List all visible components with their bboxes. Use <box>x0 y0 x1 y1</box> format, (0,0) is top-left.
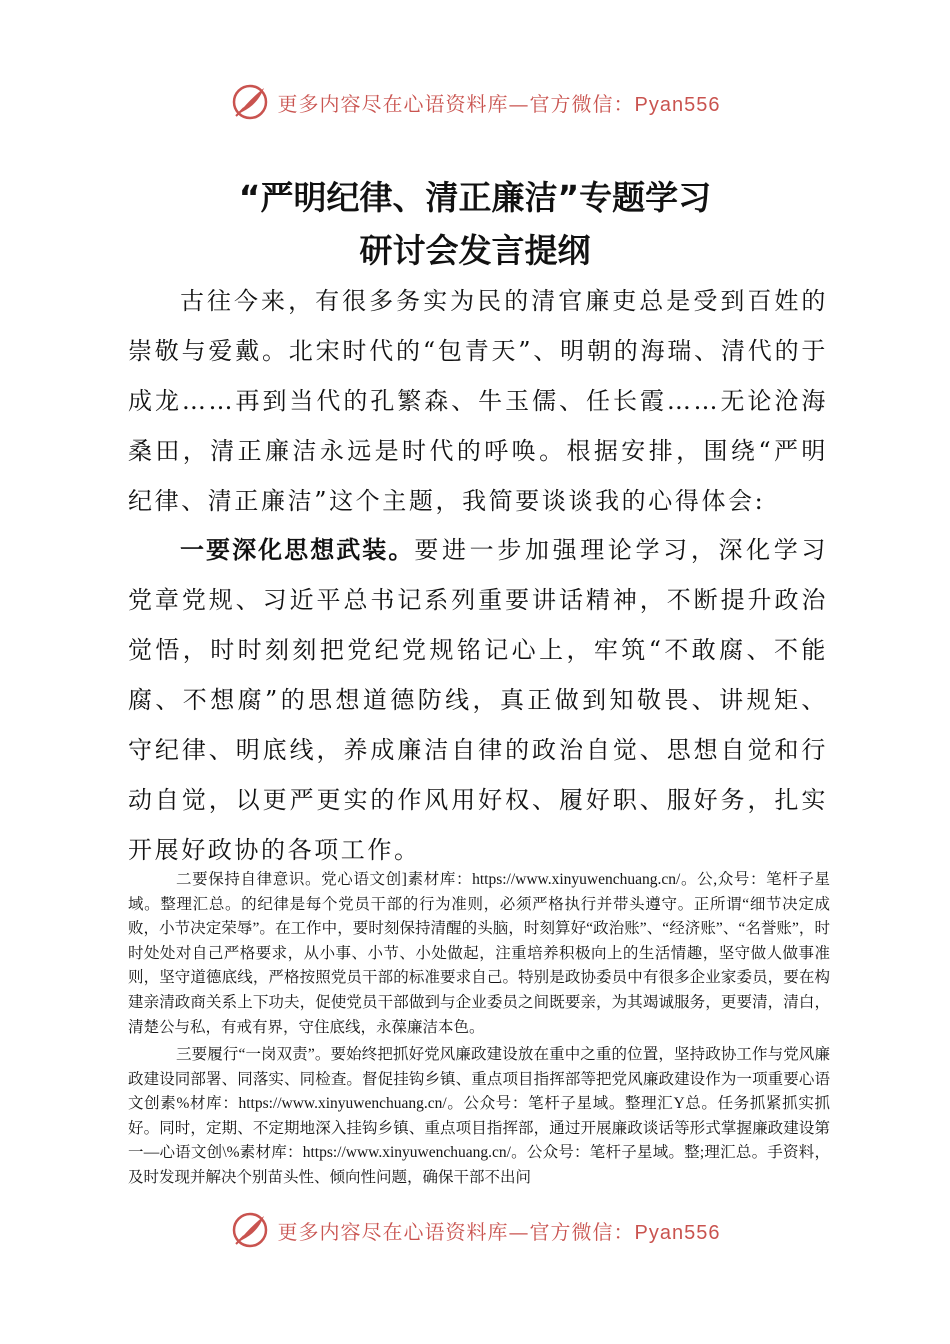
point1-paragraph <box>128 525 828 875</box>
point3-paragraph: 三要履行“一岗双责”。要始终把抓好党风廉政建设放在重中之重的位置，坚持政协工作与党风廉政建设同部署、同落实、同检查。督促挂钩乡镇、重点项目指挥部等把党风廉政建设作为一项重要心语文创素%材库：https://www.xinyuwenchuang.cn/。公众号：笔杆子星域。整理汇Y总。任务抓紧抓实抓好。同时，定期、不定期地深入挂钩乡镇、重点项目指挥部，通过开展廉政谈话等形式掌握廉政建设第一—心语文创\%素材库：https://www.xinyuwenchuang.cn/。公众号：笔杆子星域。整;理汇总。手资料，及时发现并解决个别苗头性、倾向性问题，确保干部不出问 <box>128 1046 830 1186</box>
intro-paragraph: 古往今来，有很多务实为民的清官廉吏总是受到百姓的崇敬与爱戴。北宋时代的“包青天”、明朝的海瑞、清代的于成龙……再到当代的孔繁森、牛玉儒、任长霞……无论沧海桑田，清正廉洁永远是时代的呼唤。根据安排，围绕“严明纪律、清正廉洁”这个主题，我简要谈谈我的心得体会: <box>128 287 828 515</box>
header-watermark-banner <box>0 80 950 124</box>
document-title-line1: “严明纪律、清正廉洁”专题学习 <box>238 178 712 217</box>
banner-text: 更多内容尽在心语资料库—官方微信：Pyan556 <box>277 91 721 116</box>
document-title-line2: 研讨会发言提纲 <box>359 231 591 270</box>
banner-text: 更多内容尽在心语资料库—官方微信：Pyan556 <box>277 1219 721 1244</box>
point1-heading: 一要深化思想武装。 <box>180 536 415 564</box>
feather-pen-logo-icon <box>230 82 270 122</box>
point2-paragraph: 二要保持自律意识。党心语文创]素材库：https://www.xinyuwenchuang.cn/。公,众号：笔杆子星域。整理汇总。的纪律是每个党员干部的行为准则，必须严格执行并带头遵守。正所谓“细节决定成败，小节决定荣辱”。在工作中，要时刻保持清醒的头脑，时刻算好“政治账”、“经济账”、“名誉账”，时时处处对自己严格要求，从小事、小节、小处做起，注重培养积极向上的生活情趣，坚守做人做事准则，坚守道德底线，严格按照党员干部的标准要求自己。特别是政协委员中有很多企业家委员，要在构建亲清政商关系上下功夫，促使党员干部做到与企业委员之间既要亲，为其竭诚服务，更要清，清白，清楚公与私，有戒有界，守住底线，永葆廉洁本色。 <box>128 871 830 1036</box>
footer-watermark-banner <box>0 1208 950 1252</box>
feather-pen-logo-icon <box>230 1210 270 1250</box>
point1-text: 要进一步加强理论学习，深化学习党章党规、习近平总书记系列重要讲话精神，不断提升政治觉悟，时时刻刻把党纪党规铭记心上，牢筑“不敢腐、不能腐、不想腐”的思想道德防线，真正做到知敬畏、讲规矩、守纪律、明底线，养成廉洁自律的政治自觉、思想自觉和行动自觉，以更严更实的作风用好权、履好职、服好务，扎实开展好政协的各项工作。 <box>128 536 828 864</box>
